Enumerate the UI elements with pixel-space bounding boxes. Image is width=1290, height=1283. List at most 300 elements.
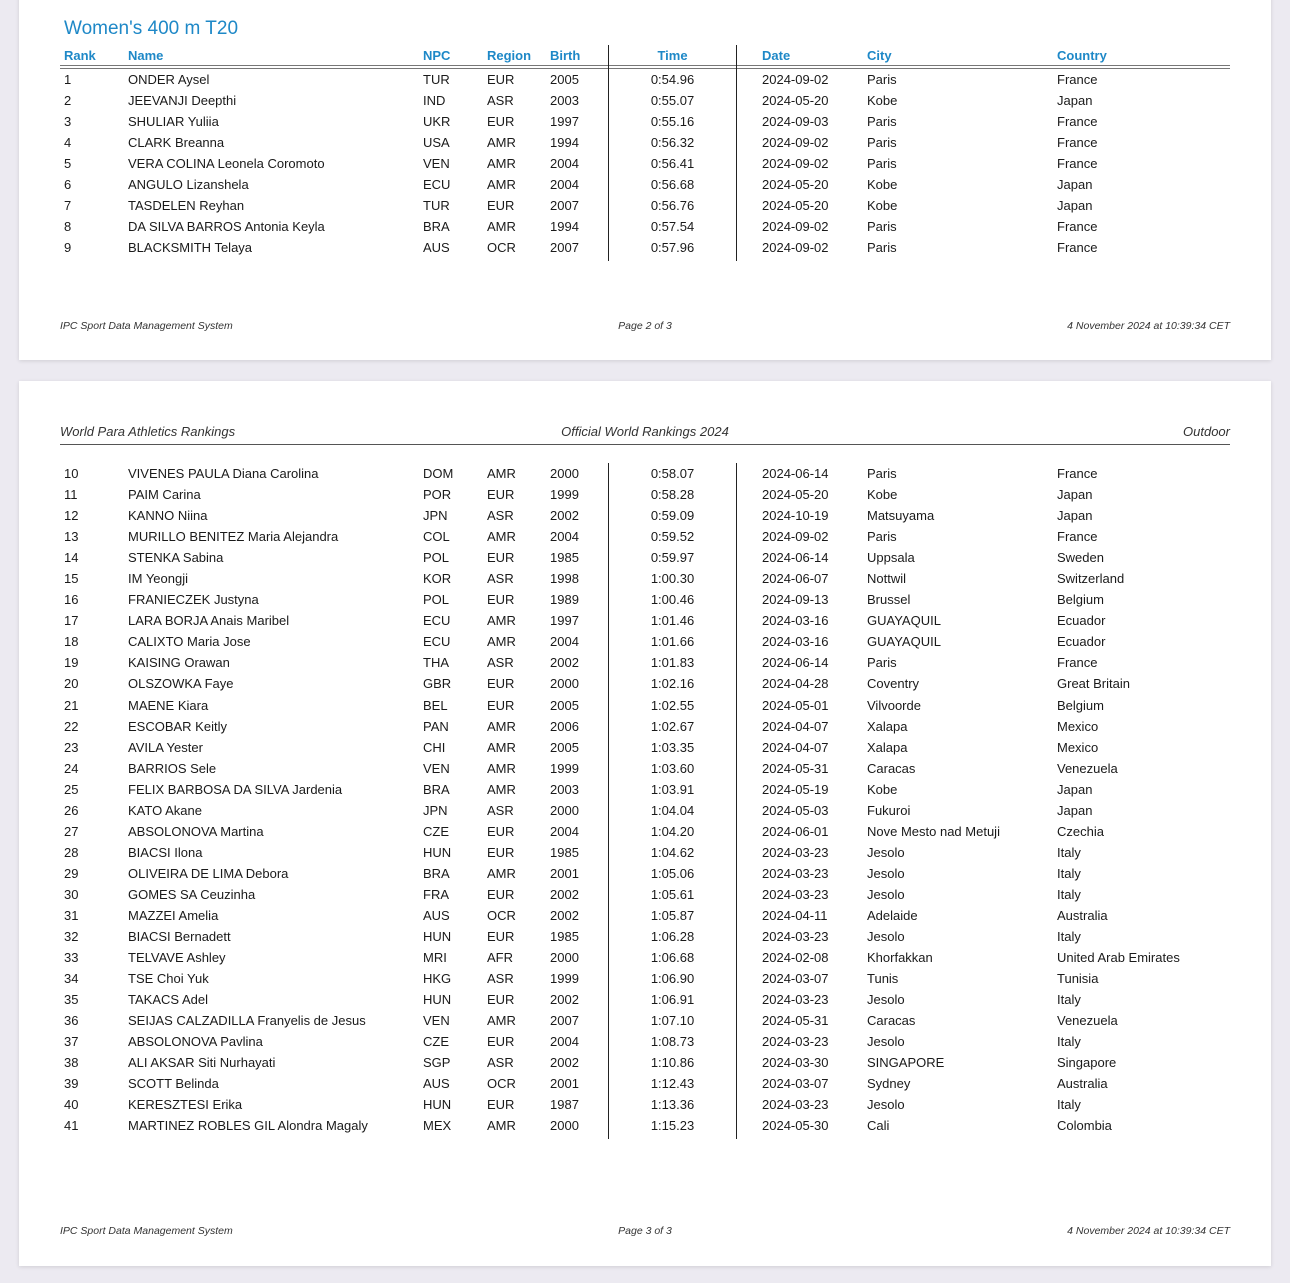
cell-city: SINGAPORE [867, 1055, 945, 1071]
cell-time: 1:01.66 [650, 634, 695, 650]
table-body [60, 463, 1230, 1137]
cell-time: 0:56.32 [650, 135, 695, 151]
cell-npc: CHI [423, 739, 446, 755]
cell-npc: GBR [423, 676, 452, 692]
column-header-region: Region [487, 48, 532, 63]
cell-city: Vilvoorde [867, 697, 921, 713]
cell-rank: 11 [64, 487, 78, 503]
rankings-table [60, 45, 1230, 258]
cell-date: 2024-09-02 [762, 135, 829, 151]
cell-birth: 2000 [550, 466, 579, 481]
cell-date: 2024-06-07 [762, 571, 829, 587]
cell-npc: VEN [423, 760, 450, 776]
table-row [60, 716, 1230, 737]
cell-name: IM Yeongji [128, 571, 188, 587]
cell-country: Belgium [1057, 592, 1104, 608]
cell-name: SEIJAS CALZADILLA Franyelis de Jesus [128, 1013, 366, 1029]
cell-rank: 12 [64, 508, 79, 524]
column-header-name: Name [128, 48, 164, 63]
cell-country: Sweden [1057, 550, 1104, 566]
cell-region: AMR [487, 529, 516, 545]
cell-time: 1:05.06 [650, 865, 695, 881]
cell-rank: 3 [64, 114, 72, 130]
cell-date: 2024-03-23 [762, 992, 829, 1008]
cell-name: LARA BORJA Anais Maribel [128, 613, 290, 629]
cell-region: AFR [487, 950, 513, 966]
cell-name: VIVENES PAULA Diana Carolina [128, 466, 319, 481]
cell-birth: 1999 [550, 971, 579, 987]
cell-country: France [1057, 529, 1098, 545]
cell-date: 2024-03-23 [762, 1034, 829, 1050]
cell-name: CALIXTO Maria Jose [128, 634, 251, 650]
cell-birth: 2005 [550, 739, 579, 755]
cell-date: 2024-05-31 [762, 1013, 829, 1029]
cell-name: ABSOLONOVA Martina [128, 823, 264, 839]
cell-time: 1:06.90 [650, 971, 695, 987]
cell-birth: 1999 [550, 487, 579, 503]
cell-birth: 1999 [550, 760, 579, 776]
table-row [60, 237, 1230, 258]
cell-npc: ECU [423, 613, 451, 629]
cell-date: 2024-06-01 [762, 823, 829, 839]
cell-city: GUAYAQUIL [867, 613, 941, 629]
cell-birth: 2004 [550, 156, 579, 172]
cell-time: 1:08.73 [650, 1034, 695, 1050]
table-row [60, 174, 1230, 195]
cell-birth: 2007 [550, 198, 579, 214]
cell-rank: 32 [64, 929, 79, 945]
cell-region: AMR [487, 1013, 516, 1029]
cell-npc: MEX [423, 1118, 452, 1134]
table-row [60, 905, 1230, 926]
cell-birth: 2003 [550, 93, 579, 109]
cell-region: OCR [487, 240, 516, 256]
table-row [60, 484, 1230, 505]
cell-date: 2024-05-03 [762, 802, 829, 818]
cell-birth: 1994 [550, 135, 579, 151]
table-row [60, 989, 1230, 1010]
cell-npc: ECU [423, 634, 451, 650]
cell-country: France [1057, 240, 1098, 256]
cell-region: ASR [487, 571, 514, 587]
cell-time: 0:54.96 [650, 72, 695, 87]
cell-region: EUR [487, 992, 515, 1008]
cell-date: 2024-05-20 [762, 487, 829, 503]
cell-name: KERESZTESI Erika [128, 1097, 243, 1113]
cell-region: EUR [487, 886, 515, 902]
cell-country: France [1057, 135, 1098, 151]
column-header-birth: Birth [550, 48, 581, 63]
cell-rank: 26 [64, 802, 79, 818]
cell-time: 1:01.46 [650, 613, 695, 629]
cell-city: Xalapa [867, 718, 908, 734]
cell-region: AMR [487, 219, 516, 235]
rankings-table [60, 463, 1230, 1137]
table-row [60, 1052, 1230, 1073]
cell-region: EUR [487, 823, 515, 839]
cell-region: OCR [487, 907, 516, 923]
cell-date: 2024-03-07 [762, 1076, 829, 1092]
cell-time: 0:56.76 [650, 198, 695, 214]
cell-date: 2024-09-03 [762, 114, 829, 130]
cell-date: 2024-05-20 [762, 177, 829, 193]
cell-time: 1:07.10 [650, 1013, 695, 1029]
cell-city: Jesolo [867, 865, 905, 881]
cell-name: JEEVANJI Deepthi [128, 93, 237, 109]
cell-rank: 17 [64, 613, 79, 629]
cell-region: EUR [487, 1097, 515, 1113]
cell-birth: 2002 [550, 992, 579, 1008]
cell-rank: 1 [64, 72, 72, 87]
cell-time: 0:58.07 [650, 466, 695, 481]
cell-date: 2024-06-14 [762, 655, 829, 671]
cell-region: AMR [487, 156, 516, 172]
cell-date: 2024-05-20 [762, 198, 829, 214]
table-body [60, 69, 1230, 258]
cell-name: BLACKSMITH Telaya [128, 240, 253, 256]
cell-rank: 4 [64, 135, 72, 151]
cell-city: Paris [867, 655, 897, 671]
cell-region: ASR [487, 971, 514, 987]
cell-time: 0:58.28 [650, 487, 695, 503]
cell-name: PAIM Carina [128, 487, 201, 503]
cell-birth: 1994 [550, 219, 579, 235]
cell-region: AMR [487, 466, 516, 481]
cell-region: AMR [487, 634, 516, 650]
table-row [60, 947, 1230, 968]
cell-city: Sydney [867, 1076, 911, 1092]
cell-country: France [1057, 156, 1098, 172]
cell-country: Italy [1057, 844, 1081, 860]
table-row [60, 1031, 1230, 1052]
cell-npc: HUN [423, 1097, 452, 1113]
table-row [60, 90, 1230, 111]
cell-npc: USA [423, 135, 450, 151]
cell-rank: 41 [64, 1118, 79, 1134]
cell-name: KAISING Orawan [128, 655, 230, 671]
cell-time: 1:01.83 [650, 655, 695, 671]
cell-region: ASR [487, 802, 514, 818]
cell-name: ABSOLONOVA Pavlina [128, 1034, 263, 1050]
cell-npc: POR [423, 487, 452, 503]
cell-region: EUR [487, 1034, 515, 1050]
table-row [60, 1094, 1230, 1115]
cell-time: 1:04.62 [650, 844, 695, 860]
cell-npc: JPN [423, 802, 448, 818]
cell-country: Venezuela [1057, 1013, 1118, 1029]
cell-name: MAZZEI Amelia [128, 907, 219, 923]
table-row [60, 968, 1230, 989]
cell-date: 2024-03-16 [762, 613, 829, 629]
cell-name: AVILA Yester [128, 739, 203, 755]
cell-time: 0:59.52 [650, 529, 695, 545]
cell-time: 1:15.23 [650, 1118, 695, 1134]
cell-name: BIACSI Ilona [128, 844, 203, 860]
column-divider-time-left [608, 463, 609, 1139]
cell-city: Kobe [867, 93, 898, 109]
table-row [60, 737, 1230, 758]
running-header-right: Outdoor [1183, 424, 1230, 439]
cell-npc: HUN [423, 929, 452, 945]
cell-date: 2024-05-20 [762, 93, 829, 109]
cell-rank: 31 [64, 907, 79, 923]
cell-name: TAKACS Adel [128, 992, 208, 1008]
cell-country: Belgium [1057, 697, 1104, 713]
cell-rank: 18 [64, 634, 79, 650]
cell-birth: 2004 [550, 823, 579, 839]
cell-rank: 19 [64, 655, 79, 671]
cell-rank: 25 [64, 781, 79, 797]
cell-name: BARRIOS Sele [128, 760, 217, 776]
cell-npc: UKR [423, 114, 451, 130]
cell-name: TSE Choi Yuk [128, 971, 209, 987]
cell-birth: 1987 [550, 1097, 579, 1113]
cell-city: Paris [867, 114, 897, 130]
cell-region: ASR [487, 1055, 514, 1071]
cell-name: SCOTT Belinda [128, 1076, 219, 1092]
cell-npc: MRI [423, 950, 447, 966]
cell-date: 2024-09-02 [762, 240, 829, 256]
cell-npc: DOM [423, 466, 454, 481]
cell-time: 0:59.97 [650, 550, 695, 566]
cell-time: 1:05.87 [650, 907, 695, 923]
table-row [60, 463, 1230, 484]
cell-city: Paris [867, 156, 897, 172]
cell-time: 1:04.20 [650, 823, 695, 839]
footer-system-name: IPC Sport Data Management System [60, 1225, 233, 1237]
cell-name: ANGULO Lizanshela [128, 177, 249, 193]
cell-city: Nove Mesto nad Metuji [867, 823, 1000, 839]
cell-city: Kobe [867, 487, 898, 503]
cell-birth: 2002 [550, 907, 579, 923]
cell-rank: 7 [64, 198, 72, 214]
cell-rank: 21 [64, 697, 79, 713]
cell-name: STENKA Sabina [128, 550, 224, 566]
cell-date: 2024-09-02 [762, 529, 829, 545]
column-divider-time-right [736, 463, 737, 1139]
table-row [60, 526, 1230, 547]
cell-time: 1:06.68 [650, 950, 695, 966]
cell-date: 2024-03-23 [762, 844, 829, 860]
cell-rank: 13 [64, 529, 79, 545]
cell-country: Japan [1057, 198, 1093, 214]
cell-country: Italy [1057, 929, 1081, 945]
cell-time: 0:55.16 [650, 114, 695, 130]
cell-time: 1:13.36 [650, 1097, 695, 1113]
cell-country: Ecuador [1057, 634, 1106, 650]
cell-rank: 27 [64, 823, 79, 839]
table-row [60, 821, 1230, 842]
cell-name: FRANIECZEK Justyna [128, 592, 259, 608]
cell-date: 2024-09-02 [762, 156, 829, 172]
table-row [60, 111, 1230, 132]
table-row [60, 216, 1230, 237]
cell-country: Australia [1057, 907, 1108, 923]
cell-time: 1:02.67 [650, 718, 695, 734]
cell-region: AMR [487, 718, 516, 734]
cell-city: Kobe [867, 198, 898, 214]
cell-npc: HUN [423, 844, 452, 860]
table-row [60, 1073, 1230, 1094]
cell-date: 2024-06-14 [762, 466, 829, 481]
cell-name: MARTINEZ ROBLES GIL Alondra Magaly [128, 1118, 368, 1134]
cell-npc: IND [423, 93, 446, 109]
table-header [60, 45, 1230, 69]
cell-region: ASR [487, 508, 514, 524]
footer-page-number: Page 2 of 3 [618, 320, 672, 332]
cell-birth: 2000 [550, 676, 579, 692]
cell-npc: THA [423, 655, 449, 671]
cell-country: Japan [1057, 177, 1093, 193]
cell-rank: 8 [64, 219, 72, 235]
cell-region: AMR [487, 739, 516, 755]
cell-time: 0:55.07 [650, 93, 695, 109]
cell-city: Jesolo [867, 1034, 905, 1050]
cell-rank: 30 [64, 886, 79, 902]
table-row [60, 695, 1230, 716]
cell-birth: 1989 [550, 592, 579, 608]
cell-name: TELVAVE Ashley [128, 950, 226, 966]
cell-country: Tunisia [1057, 971, 1099, 987]
cell-rank: 29 [64, 865, 79, 881]
cell-birth: 2000 [550, 1118, 579, 1134]
table-row [60, 505, 1230, 526]
cell-time: 1:05.61 [650, 886, 695, 902]
table-row [60, 652, 1230, 673]
cell-rank: 38 [64, 1055, 79, 1071]
cell-birth: 2002 [550, 655, 579, 671]
cell-country: Australia [1057, 1076, 1108, 1092]
cell-birth: 2003 [550, 781, 579, 797]
cell-rank: 24 [64, 760, 79, 776]
cell-rank: 23 [64, 739, 79, 755]
cell-time: 0:57.96 [650, 240, 695, 256]
cell-date: 2024-03-07 [762, 971, 829, 987]
cell-city: Jesolo [867, 929, 905, 945]
cell-date: 2024-02-08 [762, 950, 829, 966]
cell-npc: TUR [423, 198, 450, 214]
cell-rank: 16 [64, 592, 79, 608]
cell-region: ASR [487, 93, 514, 109]
table-row [60, 1010, 1230, 1031]
cell-rank: 6 [64, 177, 72, 193]
cell-birth: 2000 [550, 802, 579, 818]
cell-name: KANNO Niina [128, 508, 208, 524]
cell-birth: 2006 [550, 718, 579, 734]
cell-country: Venezuela [1057, 760, 1118, 776]
cell-npc: PAN [423, 718, 449, 734]
cell-city: Paris [867, 72, 897, 87]
cell-birth: 2004 [550, 529, 579, 545]
cell-npc: FRA [423, 886, 449, 902]
cell-city: Paris [867, 466, 897, 481]
table-row [60, 863, 1230, 884]
table-row [60, 631, 1230, 652]
cell-date: 2024-05-01 [762, 697, 829, 713]
cell-city: Caracas [867, 1013, 916, 1029]
cell-country: Japan [1057, 802, 1093, 818]
event-title: Women's 400 m T20 [64, 18, 239, 39]
cell-city: Kobe [867, 177, 898, 193]
footer-page-number: Page 3 of 3 [618, 1225, 672, 1237]
table-row [60, 1115, 1230, 1136]
cell-name: MURILLO BENITEZ Maria Alejandra [128, 529, 339, 545]
cell-city: Cali [867, 1118, 890, 1134]
cell-time: 1:10.86 [650, 1055, 695, 1071]
cell-region: AMR [487, 135, 516, 151]
cell-time: 0:59.09 [650, 508, 695, 524]
cell-birth: 2005 [550, 697, 579, 713]
cell-date: 2024-03-23 [762, 1097, 829, 1113]
cell-time: 1:06.91 [650, 992, 695, 1008]
cell-birth: 1985 [550, 550, 579, 566]
cell-birth: 1997 [550, 613, 579, 629]
cell-city: Tunis [867, 971, 899, 987]
cell-rank: 34 [64, 971, 79, 987]
cell-date: 2024-05-31 [762, 760, 829, 776]
cell-region: ASR [487, 655, 514, 671]
cell-region: EUR [487, 844, 515, 860]
cell-date: 2024-04-07 [762, 739, 829, 755]
cell-birth: 1997 [550, 114, 579, 130]
cell-city: Paris [867, 240, 897, 256]
cell-region: OCR [487, 1076, 516, 1092]
footer-timestamp: 4 November 2024 at 10:39:34 CET [1067, 320, 1230, 332]
cell-city: Jesolo [867, 844, 905, 860]
cell-region: EUR [487, 198, 515, 214]
cell-name: KATO Akane [128, 802, 202, 818]
table-row [60, 547, 1230, 568]
cell-rank: 5 [64, 156, 72, 172]
table-row [60, 69, 1230, 90]
running-header [60, 424, 1230, 445]
cell-date: 2024-04-07 [762, 718, 829, 734]
cell-city: Jesolo [867, 1097, 905, 1113]
cell-npc: AUS [423, 240, 450, 256]
cell-birth: 2007 [550, 1013, 579, 1029]
cell-country: Singapore [1057, 1055, 1117, 1071]
cell-birth: 2002 [550, 886, 579, 902]
cell-rank: 36 [64, 1013, 79, 1029]
column-header-npc: NPC [423, 48, 451, 63]
cell-name: CLARK Breanna [128, 135, 225, 151]
page-footer [60, 320, 1230, 334]
cell-country: Italy [1057, 1034, 1081, 1050]
cell-city: Brussel [867, 592, 911, 608]
footer-system-name: IPC Sport Data Management System [60, 320, 233, 332]
cell-country: Italy [1057, 1097, 1081, 1113]
cell-time: 1:03.60 [650, 760, 695, 776]
cell-npc: ECU [423, 177, 451, 193]
column-header-city: City [867, 48, 892, 63]
cell-npc: POL [423, 550, 450, 566]
cell-country: Great Britain [1057, 676, 1130, 692]
cell-npc: BRA [423, 865, 450, 881]
cell-date: 2024-09-02 [762, 72, 829, 87]
cell-birth: 1985 [550, 929, 579, 945]
cell-city: Matsuyama [867, 508, 935, 524]
cell-birth: 1985 [550, 844, 579, 860]
cell-name: MAENE Kiara [128, 697, 209, 713]
cell-birth: 2001 [550, 865, 579, 881]
cell-region: EUR [487, 550, 515, 566]
cell-time: 1:03.91 [650, 781, 695, 797]
cell-city: Caracas [867, 760, 916, 776]
table-row [60, 568, 1230, 589]
cell-birth: 1998 [550, 571, 579, 587]
cell-time: 1:02.55 [650, 697, 695, 713]
cell-country: France [1057, 114, 1098, 130]
